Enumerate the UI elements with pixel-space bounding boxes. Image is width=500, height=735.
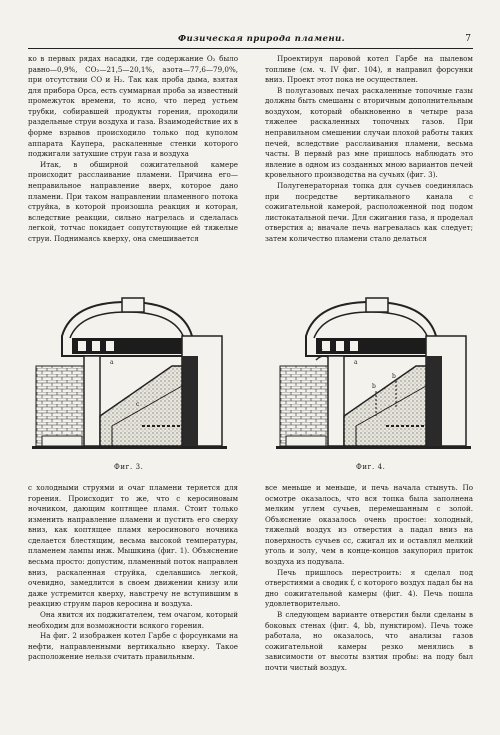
figure-3-furnace-drawing bbox=[32, 296, 227, 461]
left-column-top bbox=[28, 54, 238, 244]
svg-text:a: a bbox=[110, 359, 114, 366]
right-column-top bbox=[265, 54, 473, 244]
svg-text:a: a bbox=[354, 359, 358, 366]
paragraph: В следующем варианте отверстия были сделаны в боковых стенах (фиг. 4, bb, пунктиром). Печь тоже работала, но оказалось, что анализы газов сожигательной камеры резко менялись в зависимости от высоты взятия пробы: на поду был почти чистый воздух. bbox=[265, 609, 473, 672]
paragraph: Печь пришлось перестроить: я сделал под отверстиями a сводик f, с которого воздух падал бы на дно сожигательной камеры (фиг. 4). Печь пошла удовлетворительно. bbox=[265, 567, 473, 609]
paragraph: с холодными струями и очаг пламени теряется для горения. Происходит то же, что с керосиновым ночником, дающим коптящее пламя. Стоит только изменить направление пламени и пустить его сверху вниз, как коптящее пламя керосинового ночника сделается блестящим, весьма высокой температуры, пламенем лампы инж. Мышкина (фиг. 1). Объяснение весьма просто: допустим, пламенный поток направлен вниз, раскаленная струйка, сделавшись легкой, очевидно, замедлится в своем движении книзу или даже устремится кверху, навстречу не вступившим в реакцию струям паров керосина и воздуха. bbox=[28, 483, 238, 609]
paragraph: Она явится их поджигателем, тем очагом, который необходим для возможности всякого горения. bbox=[28, 609, 238, 630]
figure-3-caption: Фиг. 3. bbox=[114, 463, 144, 471]
right-column-bottom bbox=[265, 483, 473, 673]
page-number: 7 bbox=[465, 34, 471, 44]
figure-4-furnace-drawing bbox=[276, 296, 471, 461]
running-header bbox=[28, 34, 473, 49]
paragraph: В полугазовых печах раскаленные топочные газы должны быть смешаны с вторичным дополнительным воздухом, который обыкновенно в четыре раза тяжелее раскаленных топочных газов. При неправильном смешении случаи плохой работы таких печей, вследствие расслаивания пламени, весьма часты. В первый раз мне пришлось наблюдать это явление в одном из созданных мною вариантов печей кровельного производства на сучьях (фиг. 3). bbox=[265, 85, 473, 180]
paragraph: ко в первых рядах насадки, где содержание O₂ было равно—0,9%, CO₂—21,5—20,1%, азота—77,6—79,0%, при отсутствии CO и H₂. Так как проба дыма, взятая для прибора Орса, есть суммарная проба за известный промежуток времени, то ясно, что перед устьем трубки, собиравшей продукты горения, проходили раздельные струи воздуха и газа. Взаимодействие их в форме взрывов происходило только под куполом аппарата Каупера, раскаленные стенки которого поджигали затухшие струи газа и воздуха bbox=[28, 54, 238, 159]
svg-text:c: c bbox=[136, 401, 140, 408]
running-title: Физическая природа пламени. bbox=[178, 34, 346, 44]
left-column-bottom bbox=[28, 483, 238, 663]
svg-text:b: b bbox=[372, 383, 376, 390]
paragraph: Проектируя паровой котел Гарбе на пылевом топливе (см. ч. IV фиг. 104), я направил форсунки вниз. Проект этот пока не осуществлен. bbox=[265, 54, 473, 85]
paragraph: На фиг. 2 изображен котел Гарбе с форсунками на нефти, направленными вертикально кверху. Такое расположение нельзя считать правильным. bbox=[28, 631, 238, 662]
paragraph: Итак, в обширной сожигательной камере происходит расслаивание пламени. Причина его—неправильное направление вверх, которое дано пламени. При таком направлении пламенного потока струйка, в которой произошла реакция и которая, вследствие реакции, сильно нагрелась и сделалась легкой, тотчас покидает сопутствующие ей тяжелые струи. Поднимаясь кверху, она смешивается bbox=[28, 159, 238, 243]
paragraph: Полугенераторная топка для сучьев соединялась при посредстве вертикального канала с сожигательной камерой, расположенной под подом листокатальной печи. Для сжигания газа, я проделал отверстия a; вначале печь нагревалась как следует; затем количество пламени стало делаться bbox=[265, 180, 473, 243]
svg-text:f: f bbox=[320, 349, 323, 356]
svg-text:b: b bbox=[392, 373, 396, 380]
paragraph: все меньше и меньше, и печь начала стынуть. По осмотре оказалось, что вся топка была заполнена мелким углем сучьев, перемешанным с золой. Объяснение оказалось очень простое: холодный, тяжелый воздух из отверстия a падал вниз на поверхность сучьев cc, сжигал их и оставлял мелкий уголь и золу, чем в конце-концов закупорил приток воздуха из подувала. bbox=[265, 483, 473, 567]
figure-4-caption: Фиг. 4. bbox=[356, 463, 386, 471]
